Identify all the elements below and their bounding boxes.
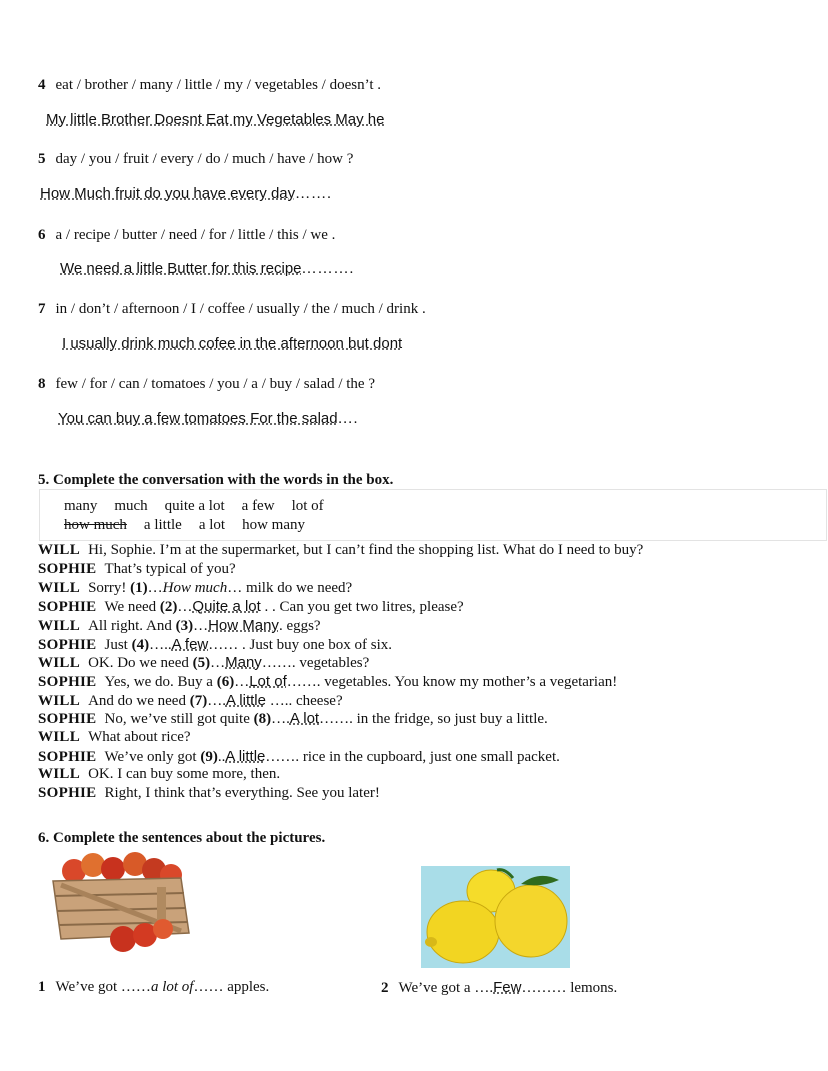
word-a-few: a few — [241, 498, 275, 514]
gap-5-answer[interactable]: Many — [225, 654, 262, 671]
word-much: much — [114, 498, 148, 514]
dialogue-line: SOPHIE That’s typical of you? — [38, 561, 236, 577]
lemons-illustration — [421, 866, 570, 968]
word-how-many: how many — [242, 517, 305, 533]
section-6-title: 6. Complete the sentences about the pictures. — [38, 830, 326, 846]
answer-6[interactable]: We need a little Butter for this recipe………. — [60, 260, 355, 277]
dialogue-line: SOPHIE We’ve only got (9)..A little……. rice in the cupboard, just one small packet. — [38, 748, 560, 765]
question-7: 7 in / don’t / afternoon / I / coffee / usually / the / much / drink . — [38, 301, 426, 317]
gap-4-answer[interactable]: A few — [171, 636, 209, 653]
gap-1-answer[interactable]: How much — [162, 580, 228, 596]
question-6: 6 a / recipe / butter / need / for / little / this / we . — [38, 227, 336, 243]
word-box-row-1 — [64, 498, 341, 515]
picture-sentence-1: 1 We’ve got ……a lot of…… apples. — [38, 979, 270, 995]
answer-7[interactable]: I usually drink much cofee in the afternoon but dont — [62, 335, 403, 352]
picture-1-answer[interactable]: a lot of — [150, 979, 194, 995]
dialogue-line: WILL What about rice? — [38, 729, 191, 745]
lemons-picture — [421, 866, 570, 968]
dialogue-line: SOPHIE We need (2)…Quite a lot . . Can you get two litres, please? — [38, 598, 464, 615]
dialogue-line: SOPHIE Right, I think that’s everything. See you later! — [38, 785, 380, 801]
answer-4[interactable]: My little Brother Doesnt Eat my Vegetables May he — [46, 111, 385, 128]
word-box — [39, 489, 827, 541]
gap-2-answer[interactable]: Quite a lot — [192, 598, 261, 615]
word-lot-of: lot of — [291, 498, 324, 514]
answer-5[interactable]: How Much fruit do you have every day……. — [40, 185, 332, 202]
gap-6-answer[interactable]: Lot of — [249, 673, 287, 690]
dialogue-line: SOPHIE Yes, we do. Buy a (6)…Lot of……. vegetables. You know my mother’s a vegetarian! — [38, 673, 618, 690]
dialogue-line: WILL OK. I can buy some more, then. — [38, 766, 281, 782]
gap-9-answer[interactable]: A little — [225, 748, 266, 765]
word-box-row-2 — [64, 517, 322, 534]
dialogue-line: WILL All right. And (3)…How Many. eggs? — [38, 617, 321, 634]
question-8: 8 few / for / can / tomatoes / you / a / buy / salad / the ? — [38, 376, 375, 392]
dialogue-line: WILL Hi, Sophie. I’m at the supermarket, but I can’t find the shopping list. What do I need to buy? — [38, 542, 644, 558]
dialogue-line: WILL And do we need (7)….A little ….. cheese? — [38, 692, 343, 709]
answer-8[interactable]: You can buy a few tomatoes For the salad…. — [58, 410, 359, 427]
word-a-lot: a lot — [198, 517, 226, 533]
dialogue-line: SOPHIE No, we’ve still got quite (8)….A lot……. in the fridge, so just buy a little. — [38, 710, 548, 727]
question-5: 5 day / you / fruit / every / do / much / have / how ? — [38, 151, 354, 167]
dialogue-line: SOPHIE Just (4)…..A few…… . Just buy one box of six. — [38, 636, 393, 653]
gap-8-answer[interactable]: A lot — [289, 710, 320, 727]
word-many: many — [64, 498, 98, 514]
question-4: 4 eat / brother / many / little / my / vegetables / doesn’t . — [38, 77, 381, 93]
apples-crate-picture — [41, 851, 196, 954]
dialogue-line: WILL OK. Do we need (5)…Many……. vegetables? — [38, 654, 370, 671]
word-how-much-struck: how much — [64, 517, 127, 533]
word-a-little: a little — [143, 517, 182, 533]
picture-2-answer[interactable]: Few — [493, 979, 522, 996]
dialogue-line: WILL Sorry! (1)…How much… milk do we need? — [38, 580, 353, 596]
picture-sentence-2: 2 We’ve got a ….Few……… lemons. — [381, 979, 618, 996]
word-quite-a-lot: quite a lot — [164, 498, 225, 514]
gap-3-answer[interactable]: How Many — [208, 617, 279, 634]
gap-7-answer[interactable]: A little — [225, 692, 266, 709]
apples-crate-illustration — [41, 851, 196, 954]
section-5-title: 5. Complete the conversation with the words in the box. — [38, 472, 394, 488]
